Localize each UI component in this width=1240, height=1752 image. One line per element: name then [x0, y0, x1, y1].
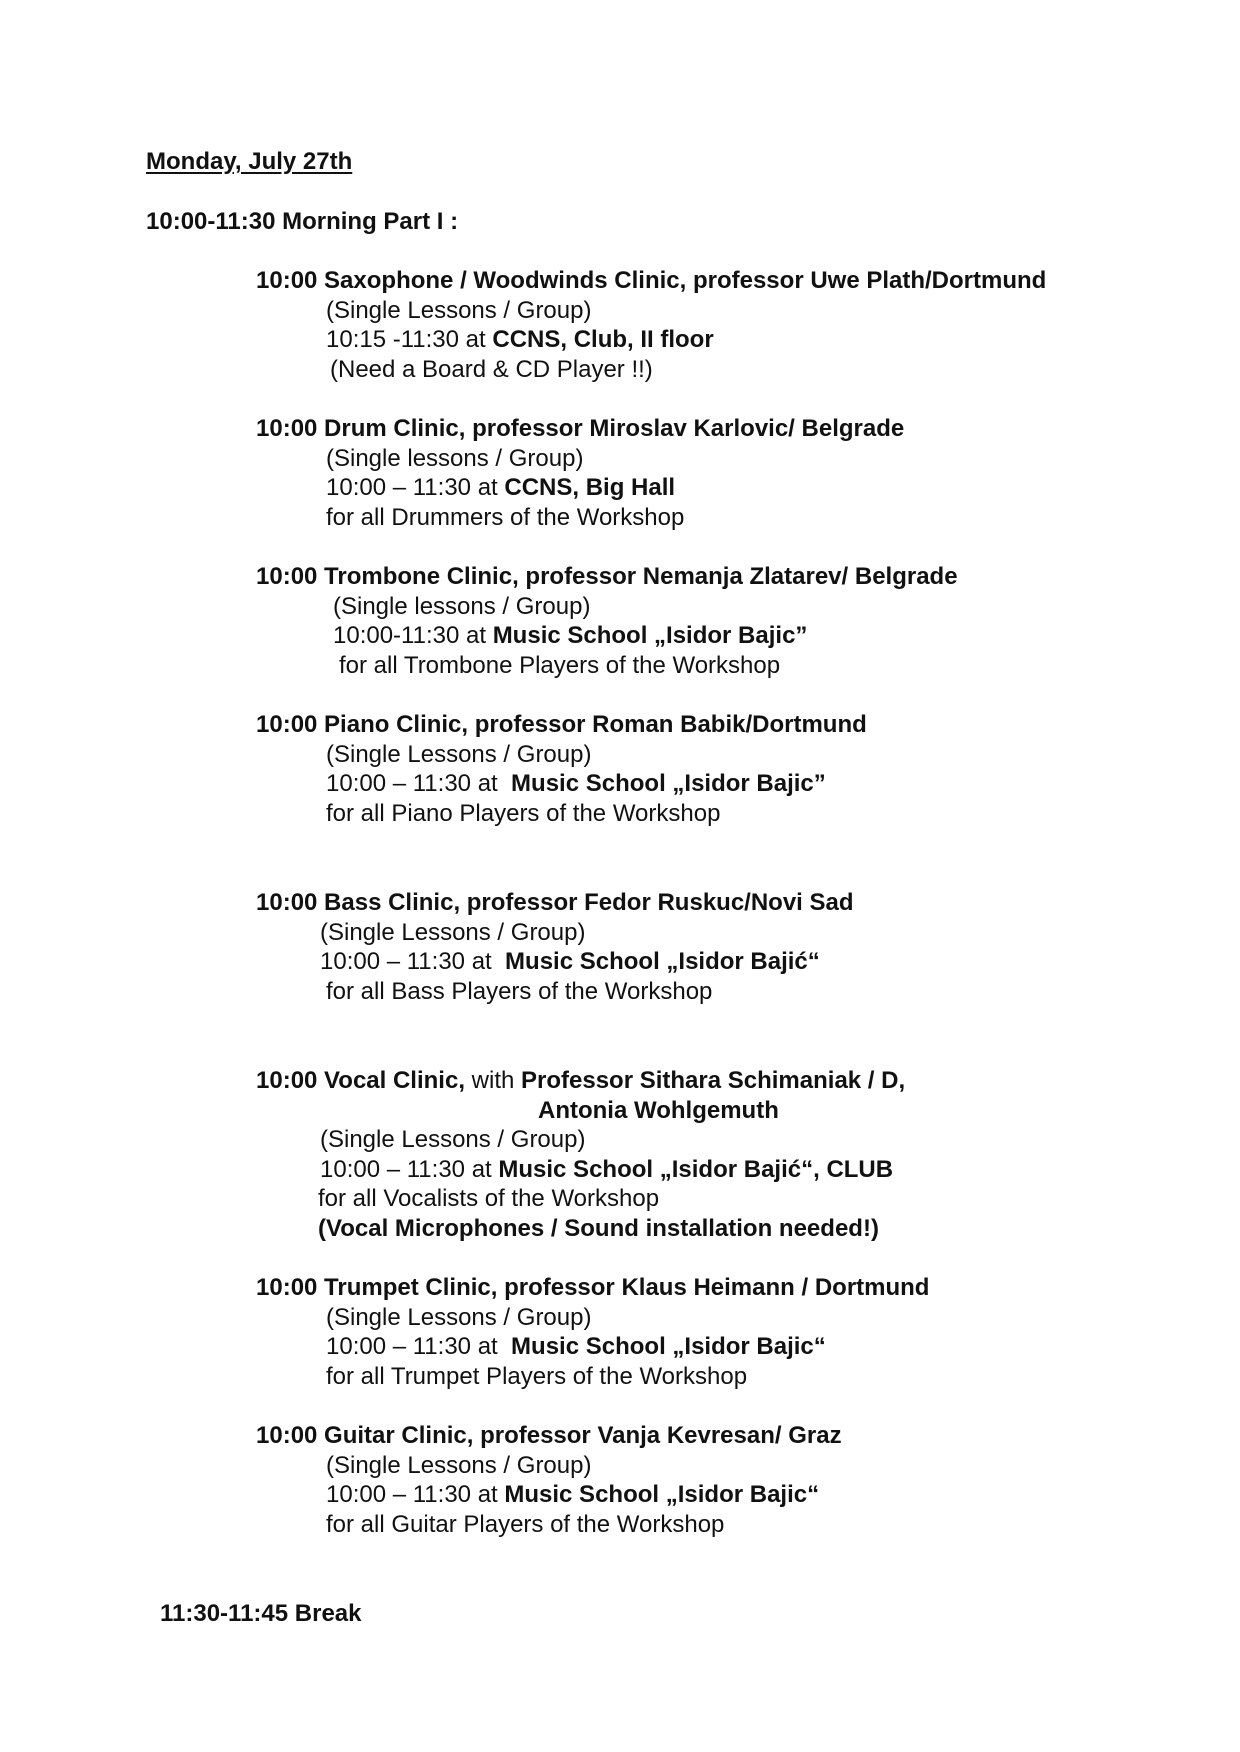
clinic-format: (Single Lessons / Group) — [326, 1304, 592, 1331]
clinic-venue: Music School „Isidor Bajić“ — [505, 948, 820, 975]
clinic-professor-second: Antonia Wohlgemuth — [538, 1097, 779, 1124]
clinic-audience: for all Piano Players of the Workshop — [326, 800, 721, 827]
clinic-audience: for all Trombone Players of the Workshop — [339, 652, 781, 679]
clinic-title-main: 10:00 Vocal Clinic, — [256, 1067, 465, 1094]
clinic-audience: for all Vocalists of the Workshop — [318, 1185, 660, 1212]
clinic-time-venue — [326, 769, 826, 799]
clinic-time-venue — [320, 1155, 893, 1185]
clinic-time-venue — [326, 473, 675, 503]
clinic-time: 10:00 – 11:30 at — [326, 770, 512, 797]
clinic-note: (Need a Board & CD Player !!) — [330, 356, 653, 383]
clinic-note: (Vocal Microphones / Sound installation needed!) — [318, 1215, 879, 1242]
clinic-time-venue — [326, 1480, 819, 1510]
clinic-time: 10:00 – 11:30 at — [320, 948, 506, 975]
clinic-venue: Music School „Isidor Bajic” — [511, 770, 826, 797]
clinic-format: (Single Lessons / Group) — [320, 919, 586, 946]
clinic-time-venue — [333, 621, 807, 651]
clinic-format: (Single Lessons / Group) — [326, 741, 592, 768]
clinic-title — [256, 1066, 905, 1096]
clinic-time: 10:00 – 11:30 at — [326, 1333, 512, 1360]
clinic-title: 10:00 Trombone Clinic, professor Nemanja Zlatarev/ Belgrade — [256, 563, 958, 590]
clinic-time: 10:15 -11:30 at — [326, 326, 493, 353]
clinic-time-venue — [326, 325, 714, 355]
clinic-time: 10:00 – 11:30 at — [326, 474, 505, 501]
clinic-audience: for all Trumpet Players of the Workshop — [326, 1363, 748, 1390]
clinic-title: 10:00 Piano Clinic, professor Roman Babik/Dortmund — [256, 711, 867, 738]
clinic-title: 10:00 Bass Clinic, professor Fedor Ruskuc/Novi Sad — [256, 889, 854, 916]
clinic-time-venue — [326, 1332, 826, 1362]
clinic-time: 10:00 – 11:30 at — [326, 1481, 505, 1508]
clinic-venue: Music School „Isidor Bajic“ — [504, 1481, 820, 1508]
clinic-time-venue — [320, 947, 820, 977]
clinic-venue: CCNS, Club, II floor — [492, 326, 714, 353]
clinic-format: (Single lessons / Group) — [333, 593, 591, 620]
clinic-venue: Music School „Isidor Bajic“ — [511, 1333, 826, 1360]
clinic-format: (Single Lessons / Group) — [320, 1126, 586, 1153]
clinic-title-with: with — [464, 1067, 521, 1094]
break-line: 11:30-11:45 Break — [160, 1600, 362, 1627]
session-heading: 10:00-11:30 Morning Part I : — [146, 208, 459, 235]
clinic-title: 10:00 Guitar Clinic, professor Vanja Kevresan/ Graz — [256, 1422, 842, 1449]
clinic-format: (Single lessons / Group) — [326, 445, 584, 472]
clinic-professor: Professor Sithara Schimaniak / D, — [521, 1067, 906, 1094]
clinic-venue: Music School „Isidor Bajic” — [492, 622, 808, 649]
clinic-format: (Single Lessons / Group) — [326, 1452, 592, 1479]
clinic-audience: for all Drummers of the Workshop — [326, 504, 685, 531]
clinic-audience: for all Guitar Players of the Workshop — [326, 1511, 725, 1538]
day-heading: Monday, July 27th — [146, 148, 353, 175]
clinic-title: 10:00 Drum Clinic, professor Miroslav Karlovic/ Belgrade — [256, 415, 905, 442]
clinic-title: 10:00 Saxophone / Woodwinds Clinic, professor Uwe Plath/Dortmund — [256, 267, 1047, 294]
clinic-venue: CCNS, Big Hall — [504, 474, 676, 501]
clinic-time: 10:00 – 11:30 at — [320, 1156, 499, 1183]
clinic-title: 10:00 Trumpet Clinic, professor Klaus Heimann / Dortmund — [256, 1274, 930, 1301]
clinic-audience: for all Bass Players of the Workshop — [326, 978, 713, 1005]
clinic-time: 10:00-11:30 at — [333, 622, 493, 649]
clinic-venue: Music School „Isidor Bajić“, CLUB — [498, 1156, 894, 1183]
clinic-format: (Single Lessons / Group) — [326, 297, 592, 324]
